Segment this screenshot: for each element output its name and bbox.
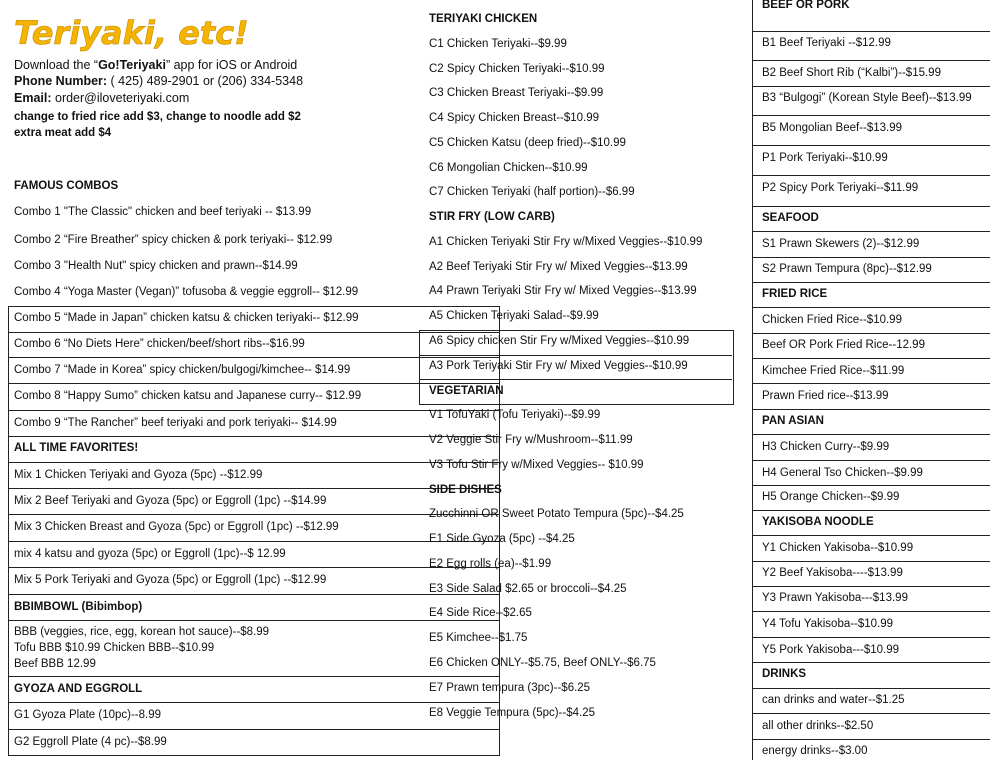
table-rule <box>8 306 9 755</box>
menu-item: Tofu BBB $10.99 Chicken BBB--$10.99 <box>14 642 215 654</box>
teriyaki-etc-logo <box>12 4 249 56</box>
table-rule <box>752 0 753 760</box>
table-rule <box>752 257 990 258</box>
section-title-fried-rice: FRIED RICE <box>762 288 828 300</box>
menu-item: mix 4 katsu and gyoza (5pc) or Eggroll (1pc)--$ 12.99 <box>14 548 286 560</box>
table-rule <box>752 739 990 740</box>
table-rule <box>752 282 990 283</box>
menu-item: Mix 1 Chicken Teriyaki and Gyoza (5pc) --$12.99 <box>14 469 263 481</box>
table-rule <box>752 409 990 410</box>
menu-item: Combo 9 “The Rancher” beef teriyaki and pork teriyaki-- $14.99 <box>14 417 337 429</box>
menu-item: E3 Side Salad $2.65 or broccoli--$4.25 <box>429 583 627 595</box>
menu-item: H4 General Tso Chicken--$9.99 <box>762 467 923 479</box>
table-rule <box>8 462 500 463</box>
table-rule <box>8 594 500 595</box>
phone-line: Phone Number: ( 425) 489-2901 or (206) 334-5348 <box>14 74 304 88</box>
table-rule <box>8 541 500 542</box>
menu-item: A2 Beef Teriyaki Stir Fry w/ Mixed Veggies--$13.99 <box>429 261 688 273</box>
table-rule <box>752 333 990 334</box>
table-rule <box>752 434 990 435</box>
section-title-famous-combos: FAMOUS COMBOS <box>14 180 119 192</box>
table-rule <box>752 611 990 612</box>
menu-item: Kimchee Fried Rice--$11.99 <box>762 365 905 377</box>
section-title-beef-or-pork: BEEF OR PORK <box>762 0 850 11</box>
menu-item: Combo 6 “No Diets Here” chicken/beef/short ribs--$16.99 <box>14 338 305 350</box>
menu-item: S2 Prawn Tempura (8pc)--$12.99 <box>762 263 932 275</box>
menu-item: V1 TofuYaki (Tofu Teriyaki)--$9.99 <box>429 409 601 421</box>
section-title-side-dishes: SIDE DISHES <box>429 484 502 496</box>
table-rule <box>8 306 500 307</box>
menu-item: Beef BBB 12.99 <box>14 658 96 670</box>
menu-item: energy drinks--$3.00 <box>762 745 868 757</box>
table-rule <box>8 620 500 621</box>
menu-item: P2 Spicy Pork Teriyaki--$11.99 <box>762 182 919 194</box>
table-rule <box>752 485 990 486</box>
email-line: Email: order@iloveteriyaki.com <box>14 91 190 105</box>
table-rule <box>752 206 990 207</box>
menu-item: Y2 Beef Yakisoba----$13.99 <box>762 567 903 579</box>
section-title-yakisoba-noodle: YAKISOBA NOODLE <box>762 516 874 528</box>
menu-item: C6 Mongolian Chicken--$10.99 <box>429 162 588 174</box>
table-rule <box>8 488 500 489</box>
menu-item: Y3 Prawn Yakisoba---$13.99 <box>762 592 908 604</box>
table-rule <box>8 436 500 437</box>
menu-item: Y1 Chicken Yakisoba--$10.99 <box>762 542 914 554</box>
menu-item: Combo 8 “Happy Sumo” chicken katsu and Japanese curry-- $12.99 <box>14 390 362 402</box>
section-title-all-time-favorites: ALL TIME FAVORITES! <box>14 442 139 454</box>
menu-item: Combo 2 “Fire Breather” spicy chicken & pork teriyaki-- $12.99 <box>14 234 333 246</box>
table-rule <box>752 510 990 511</box>
table-rule <box>752 358 990 359</box>
section-title-pan-asian: PAN ASIAN <box>762 415 824 427</box>
table-rule <box>752 86 990 87</box>
table-rule <box>8 514 500 515</box>
menu-item: Y4 Tofu Yakisoba--$10.99 <box>762 618 894 630</box>
table-rule <box>752 231 990 232</box>
stir-fry-highlight-box <box>419 330 734 405</box>
menu-item: BBB (veggies, rice, egg, korean hot sauce)--$8.99 <box>14 626 270 638</box>
table-rule <box>8 755 500 756</box>
menu-item: Combo 5 “Made in Japan” chicken katsu & chicken teriyaki-- $12.99 <box>14 312 359 324</box>
table-rule <box>752 586 990 587</box>
section-title-gyoza-eggroll: GYOZA AND EGGROLL <box>14 683 143 695</box>
table-rule <box>8 410 500 411</box>
menu-item: E1 Side Gyoza (5pc) --$4.25 <box>429 533 575 545</box>
menu-item: H5 Orange Chicken--$9.99 <box>762 491 900 503</box>
menu-item: C4 Spicy Chicken Breast--$10.99 <box>429 112 600 124</box>
section-title-drinks: DRINKS <box>762 668 807 680</box>
menu-item: Combo 1 "The Classic" chicken and beef teriyaki -- $13.99 <box>14 206 312 218</box>
menu-item: A5 Chicken Teriyaki Salad--$9.99 <box>429 310 599 322</box>
menu-item: E7 Prawn tempura (3pc)--$6.25 <box>429 682 591 694</box>
menu-item: Zucchinni OR Sweet Potato Tempura (5pc)--$4.25 <box>429 508 684 520</box>
menu-item: B1 Beef Teriyaki --$12.99 <box>762 37 891 49</box>
menu-item: A6 Spicy chicken Stir Fry w/Mixed Veggies--$10.99 <box>429 335 690 347</box>
menu-item: B2 Beef Short Rib (“Kalbi”)--$15.99 <box>762 67 941 79</box>
menu-item: all other drinks--$2.50 <box>762 720 874 732</box>
menu-item: Mix 3 Chicken Breast and Gyoza (5pc) or Eggroll (1pc) --$12.99 <box>14 521 339 533</box>
menu-item: V3 Tofu Stir Fry w/Mixed Veggies-- $10.99 <box>429 459 644 471</box>
menu-item: can drinks and water--$1.25 <box>762 694 905 706</box>
table-rule <box>752 713 990 714</box>
table-rule <box>752 561 990 562</box>
menu-item: G2 Eggroll Plate (4 pc)--$8.99 <box>14 736 167 748</box>
section-title-seafood: SEAFOOD <box>762 212 819 224</box>
menu-item: Combo 4 “Yoga Master (Vegan)” tofusoba & veggie eggroll-- $12.99 <box>14 286 359 298</box>
menu-item: C1 Chicken Teriyaki--$9.99 <box>429 38 567 50</box>
menu-item: Beef OR Pork Fried Rice--12.99 <box>762 339 925 351</box>
menu-item: A3 Pork Teriyaki Stir Fry w/ Mixed Veggies--$10.99 <box>429 360 688 372</box>
menu-item: C7 Chicken Teriyaki (half portion)--$6.99 <box>429 186 635 198</box>
table-rule <box>752 175 990 176</box>
menu-item: Y5 Pork Yakisoba---$10.99 <box>762 644 900 656</box>
table-rule <box>752 145 990 146</box>
table-rule <box>752 31 990 32</box>
menu-item: E2 Egg rolls (ea)--$1.99 <box>429 558 552 570</box>
extra-meat-note: extra meat add $4 <box>14 127 112 139</box>
table-rule <box>752 662 990 663</box>
table-rule <box>752 307 990 308</box>
table-rule <box>8 702 500 703</box>
menu-item: A4 Prawn Teriyaki Stir Fry w/ Mixed Veggies--$13.99 <box>429 285 697 297</box>
section-title-teriyaki-chicken: TERIYAKI CHICKEN <box>429 13 538 25</box>
menu-item: C5 Chicken Katsu (deep fried)--$10.99 <box>429 137 626 149</box>
menu-item: Mix 5 Pork Teriyaki and Gyoza (5pc) or Eggroll (1pc) --$12.99 <box>14 574 327 586</box>
menu-item: Mix 2 Beef Teriyaki and Gyoza (5pc) or Eggroll (1pc) --$14.99 <box>14 495 327 507</box>
menu-item: E5 Kimchee--$1.75 <box>429 632 528 644</box>
table-rule <box>419 379 732 380</box>
table-rule <box>419 355 732 356</box>
menu-item: S1 Prawn Skewers (2)--$12.99 <box>762 238 920 250</box>
menu-item: Combo 3 "Health Nut" spicy chicken and prawn--$14.99 <box>14 260 298 272</box>
section-title-bbimbowl: BBIMBOWL (Bibimbop) <box>14 601 143 613</box>
svg-text:Teriyaki, etc!: Teriyaki, etc! <box>14 14 249 52</box>
table-rule <box>752 460 990 461</box>
menu-item: E8 Veggie Tempura (5pc)--$4.25 <box>429 707 595 719</box>
table-rule <box>8 567 500 568</box>
table-rule <box>752 60 990 61</box>
menu-item: Prawn Fried rice--$13.99 <box>762 390 889 402</box>
menu-item: C3 Chicken Breast Teriyaki--$9.99 <box>429 87 604 99</box>
menu-item: E4 Side Rice--$2.65 <box>429 607 532 619</box>
menu-item: B3 “Bulgogi” (Korean Style Beef)--$13.99 <box>762 92 972 104</box>
table-rule <box>752 115 990 116</box>
menu-item: A1 Chicken Teriyaki Stir Fry w/Mixed Veggies--$10.99 <box>429 236 703 248</box>
table-rule <box>752 383 990 384</box>
menu-item: H3 Chicken Curry--$9.99 <box>762 441 890 453</box>
menu-item: Chicken Fried Rice--$10.99 <box>762 314 902 326</box>
menu-item: C2 Spicy Chicken Teriyaki--$10.99 <box>429 63 605 75</box>
menu-item: E6 Chicken ONLY--$5.75, Beef ONLY--$6.75 <box>429 657 656 669</box>
menu-item: G1 Gyoza Plate (10pc)--8.99 <box>14 709 162 721</box>
table-rule <box>752 535 990 536</box>
menu-item: V2 Veggie Stir Fry w/Mushroom--$11.99 <box>429 434 633 446</box>
menu-item: B5 Mongolian Beef--$13.99 <box>762 122 903 134</box>
menu-item: P1 Pork Teriyaki--$10.99 <box>762 152 888 164</box>
upgrade-note: change to fried rice add $3, change to noodle add $2 <box>14 111 301 123</box>
menu-item: Combo 7 “Made in Korea” spicy chicken/bulgogi/kimchee-- $14.99 <box>14 364 351 376</box>
table-rule <box>752 688 990 689</box>
section-title-vegetarian: VEGETARIAN <box>429 385 504 397</box>
table-rule <box>752 637 990 638</box>
table-rule <box>8 676 500 677</box>
section-title-stir-fry: STIR FRY (LOW CARB) <box>429 211 555 223</box>
table-rule <box>8 729 500 730</box>
download-line: Download the “Go!Teriyaki” app for iOS or Android <box>14 58 298 72</box>
